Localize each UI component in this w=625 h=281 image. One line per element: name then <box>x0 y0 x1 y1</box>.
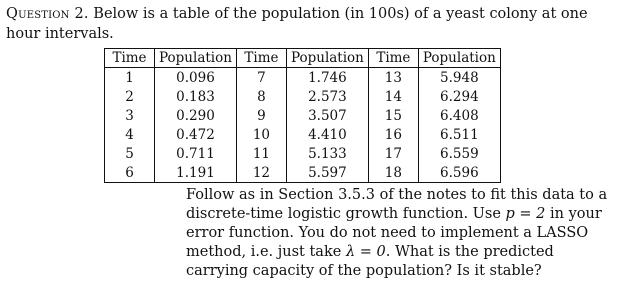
population-cell: 0.290 <box>155 106 237 125</box>
population-cell: 0.711 <box>155 144 237 163</box>
population-cell: 6.596 <box>418 163 500 183</box>
question-label: Question 2. <box>6 6 89 22</box>
header-population-2: Population <box>286 49 368 68</box>
population-cell: 6.408 <box>418 106 500 125</box>
population-cell: 2.573 <box>286 87 368 106</box>
question-intro <box>6 4 618 44</box>
header-population-1: Population <box>155 49 237 68</box>
time-cell: 18 <box>368 163 418 183</box>
table-row <box>105 68 501 88</box>
table-row <box>105 106 501 125</box>
population-cell: 6.294 <box>418 87 500 106</box>
time-cell: 3 <box>105 106 155 125</box>
population-cell: 0.183 <box>155 87 237 106</box>
table-row <box>105 125 501 144</box>
time-cell: 14 <box>368 87 418 106</box>
header-time-1: Time <box>105 49 155 68</box>
time-cell: 15 <box>368 106 418 125</box>
question-text: Below is a table of the population (in 100s) of a yeast colony at one hour intervals. <box>6 6 588 42</box>
population-cell: 0.472 <box>155 125 237 144</box>
question-instructions <box>186 186 620 281</box>
population-cell: 0.096 <box>155 68 237 88</box>
math-p-equals-2: p = 2 <box>505 206 546 222</box>
time-cell: 17 <box>368 144 418 163</box>
instructions-part3: . What is the predicted carrying capacity of the population? Is it stable? <box>186 244 554 279</box>
time-cell: 7 <box>236 68 286 88</box>
time-cell: 16 <box>368 125 418 144</box>
population-cell: 5.133 <box>286 144 368 163</box>
time-cell: 10 <box>236 125 286 144</box>
table-row <box>105 163 501 183</box>
population-cell: 4.410 <box>286 125 368 144</box>
population-cell: 1.191 <box>155 163 237 183</box>
instructions-part2: in your error function. You do not need to implement a LASSO method, i.e. just take <box>186 206 602 260</box>
instructions-part1: Follow as in Section 3.5.3 of the notes to fit this data to a discrete-time logistic growth function. Use <box>186 187 608 222</box>
math-lambda-equals-0: λ = 0 <box>345 244 386 260</box>
time-cell: 4 <box>105 125 155 144</box>
header-time-2: Time <box>236 49 286 68</box>
time-cell: 2 <box>105 87 155 106</box>
header-population-3: Population <box>418 49 500 68</box>
population-cell: 1.746 <box>286 68 368 88</box>
population-cell: 3.507 <box>286 106 368 125</box>
header-time-3: Time <box>368 49 418 68</box>
time-cell: 11 <box>236 144 286 163</box>
time-cell: 6 <box>105 163 155 183</box>
time-cell: 5 <box>105 144 155 163</box>
population-cell: 6.559 <box>418 144 500 163</box>
table-header-row <box>105 49 501 68</box>
population-cell: 5.597 <box>286 163 368 183</box>
time-cell: 1 <box>105 68 155 88</box>
time-cell: 9 <box>236 106 286 125</box>
time-cell: 8 <box>236 87 286 106</box>
population-cell: 6.511 <box>418 125 500 144</box>
time-cell: 12 <box>236 163 286 183</box>
time-cell: 13 <box>368 68 418 88</box>
population-table <box>104 48 501 183</box>
table-row <box>105 87 501 106</box>
table-row <box>105 144 501 163</box>
population-cell: 5.948 <box>418 68 500 88</box>
